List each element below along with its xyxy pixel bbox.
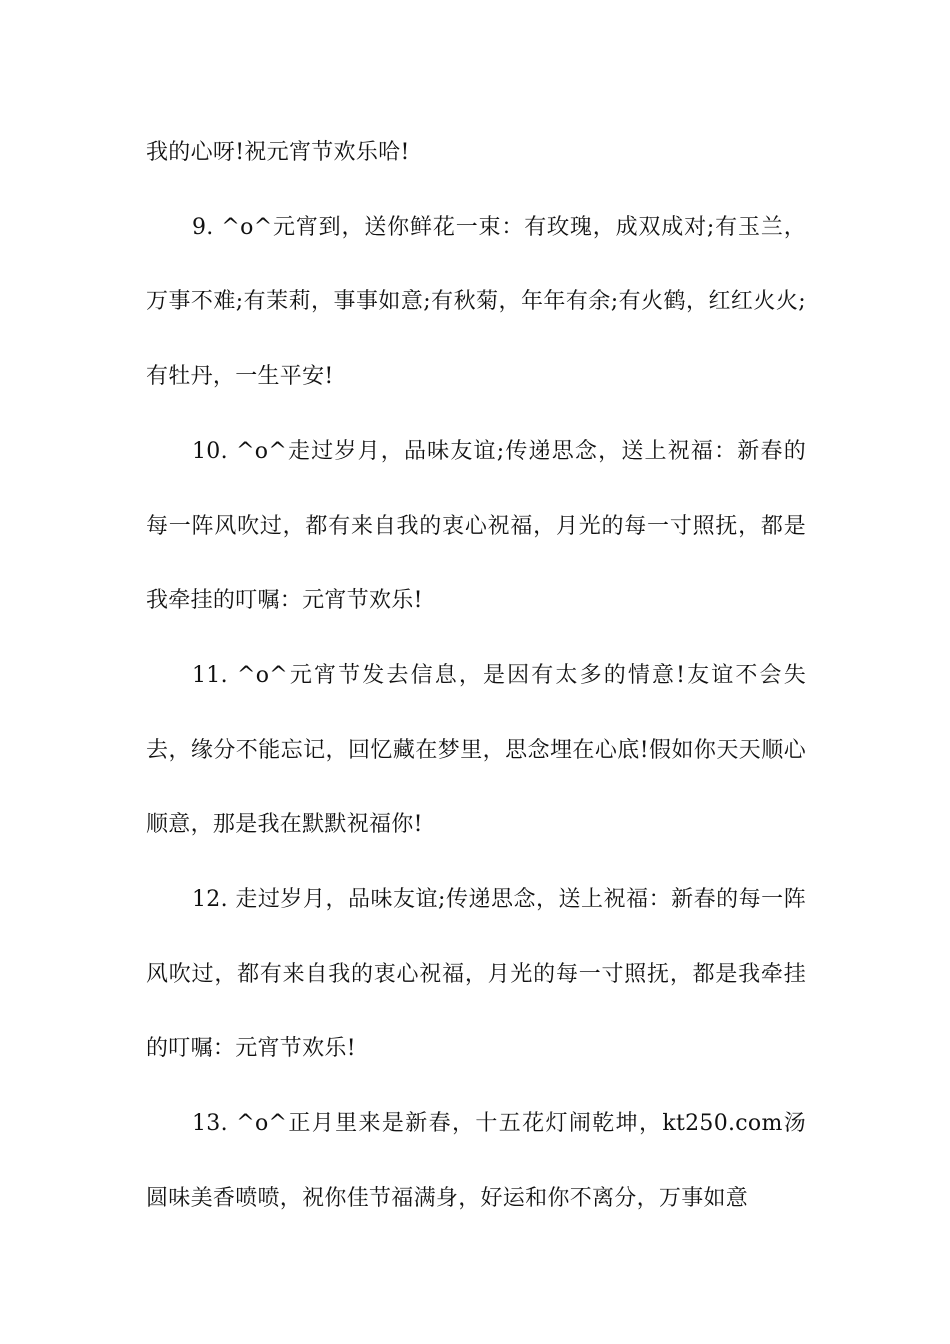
paragraph-item-10: 10. ^o^走过岁月，品味友谊;传递思念，送上祝福：新春的每一阵风吹过，都有来自我的衷心祝福，月光的每一寸照抚，都是我牵挂的叮嘱：元宵节欢乐!	[146, 438, 806, 614]
paragraph-item-12: 12. 走过岁月，品味友谊;传递思念，送上祝福：新春的每一阵风吹过，都有来自我的衷心祝福，月光的每一寸照抚，都是我牵挂的叮嘱：元宵节欢乐!	[146, 887, 806, 1062]
paragraph-item-13: 13. ^o^正月里来是新春，十五花灯闹乾坤，kt250.com汤圆味美香喷喷，祝你佳节福满身，好运和你不离分，万事如意	[146, 1111, 806, 1211]
document-page	[146, 116, 806, 1237]
paragraph-item-11: 11. ^o^元宵节发去信息，是因有太多的情意!友谊不会失去，缘分不能忘记，回忆藏在梦里，思念埋在心底!假如你天天顺心顺意，那是我在默默祝福你!	[146, 662, 806, 838]
paragraph-continuation: 我的心呀!祝元宵节欢乐哈!	[146, 140, 410, 165]
paragraph-item-9: 9. ^o^元宵到，送你鲜花一束：有玫瑰，成双成对;有玉兰，万事不难;有茉莉，事事如意;有秋菊，年年有余;有火鹤，红红火火;有牡丹，一生平安!	[146, 214, 806, 390]
